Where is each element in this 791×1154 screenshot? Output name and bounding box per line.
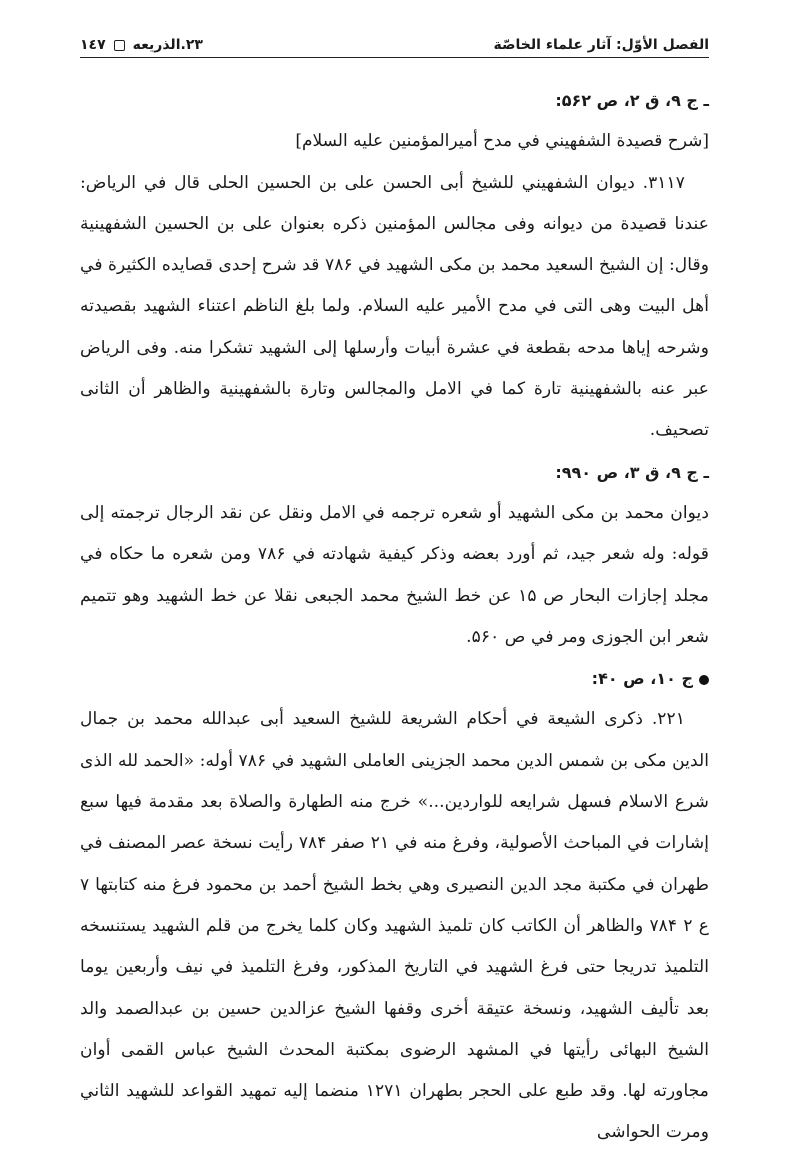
entry-paragraph — [80, 699, 709, 1153]
volume-reference-text: ـ ج ۹، ق ۲، ص ۵۶۲: — [555, 91, 709, 110]
running-header — [80, 30, 709, 58]
volume-reference — [80, 452, 709, 493]
entry-paragraph — [80, 163, 709, 452]
section-title — [80, 121, 709, 162]
book-reference: ٢٣.الذريعه — [132, 37, 203, 53]
bullet-icon — [699, 675, 709, 685]
entry-text: ٢٢١. ذكرى الشيعة في أحكام الشريعة للشيخ السعيد أبى عبدالله محمد بن جمال الدين مكى بن شمس الدين محمد الجزينى العاملى الشهيد في ۷۸۶ أوله: «الحمد لله الذى شرع الاسلام فسهل شرايعه للواردين...» خرج منه الطهارة والصلاة بعد مقدمة فيها سبع إشارات في المباحث الأصولية، وفرغ منه في ۲۱ صفر ۷۸۴ رأيت نسخة عصر المصنف في طهران في مكتبة مجد الدين النصيرى وهي بخط الشيخ أحمد بن محمود فرغ منه كتابتها ۷ ع ۲ ۷۸۴ والظاهر أن الكاتب كان تلميذ الشهيد وكان كلما يخرج من قلم الشهيد يستنسخه التلميذ تدريجا حتى فرغ الشهيد في التاريخ المذكور، وفرغ التلميذ في نيف وأربعين يوما بعد تأليف الشهيد، ونسخة عتيقة أخرى وقفها الشيخ عزالدين حسين بن عبدالصمد والد الشيخ البهائى رأيتها في المشهد الرضوى بمكتبة المحدث الشيخ عباس القمى أوان مجاورته لها. وقد طبع على الحجر بطهران ۱۲۷۱ منضما إليه تمهيد القواعد للشهيد الثاني ومرت الحواشى — [80, 709, 710, 1143]
volume-reference — [80, 80, 709, 121]
volume-reference-text: ج ۱۰، ص ۴۰: — [591, 669, 693, 689]
page-number: ١٤٧ — [80, 37, 106, 53]
square-separator-icon — [114, 40, 125, 51]
section-title-text: [شرح قصيدة الشفهيني في مدح أميرالمؤمنين عليه السلام] — [295, 131, 709, 152]
page-body — [80, 80, 709, 1154]
entry-text: ٣١١٧. ديوان الشفهيني للشيخ أبى الحسن على بن الحسين الحلى قال في الرياض: عندنا قصيدة من ديوانه وفى مجالس المؤمنين ذكره بعنوان على بن الحسين الشفهينية وقال: إن الشيخ السعيد محمد بن مكى الشهيد في ۷۸۶ قد شرح إحدى قصايده الكثيرة في أهل البيت وهى التى في مدح الأمير عليه السلام. ولما بلغ الناظم اعتناء الشهيد بقصيدته وشرحه إياها مدحه بقطعة في عشرة أبيات وأرسلها إلى الشهيد تشكرا منه. وفى الرياض عبر عنه بالشفهينية تارة كما في الامل والمجالس وتارة بالشفهينية والظاهر أن الثانى تصحيف. — [80, 172, 709, 441]
entry-paragraph — [80, 493, 709, 658]
page-reference — [80, 37, 203, 53]
volume-reference — [80, 658, 709, 699]
entry-text: ديوان محمد بن مكى الشهيد أو شعره ترجمه في الامل ونقل عن نقد الرجال ترجمته إلى قوله: وله شعر جيد، ثم أورد بعضه وذكر كيفية شهادته في ۷۸۶ ومن شعره ما حكاه في مجلد إجازات البحار ص ۱۵ عن خط الشيخ محمد الجبعى نقلا عن خط الشهيد وهو تتميم شعر ابن الجوزى ومر في ص ۵۶۰. — [80, 502, 710, 647]
volume-reference-text: ـ ج ۹، ق ۳، ص ۹۹۰: — [555, 462, 709, 482]
chapter-title: الفصل الأوّل: آثار علماء الخاصّة — [493, 37, 709, 53]
